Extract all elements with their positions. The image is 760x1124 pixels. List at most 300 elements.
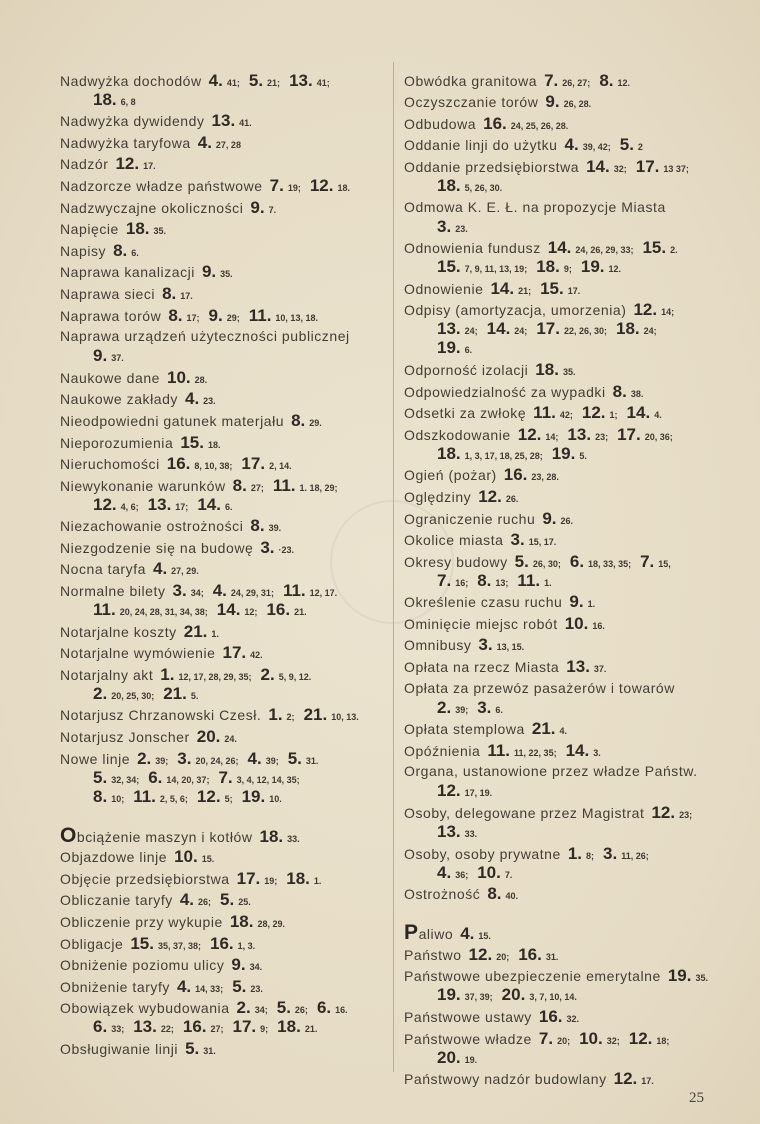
volume-number: 10. — [174, 847, 198, 867]
entry-line — [404, 257, 716, 276]
page-references: 5. — [579, 450, 587, 461]
entry-term: Notarjusz Jonscher — [60, 729, 190, 746]
page-references: 35, 37, 38; — [157, 940, 201, 951]
page-references: 39. — [268, 523, 282, 534]
page-references: 37. — [593, 664, 607, 675]
entry-line — [404, 781, 716, 800]
page-references: 26, 30; — [532, 558, 561, 569]
page-references: 19; — [264, 875, 278, 886]
page-references: 16. — [335, 1005, 348, 1016]
volume-number: 7. — [538, 1028, 554, 1048]
entry-term: Naprawa sieci — [60, 285, 156, 302]
page-references: 7. — [504, 869, 513, 880]
entry-line — [404, 921, 716, 945]
volume-number: 9. — [208, 305, 223, 325]
volume-number: 7. — [640, 551, 655, 571]
page-references: 12. — [617, 77, 631, 88]
volume-number: 18. — [93, 89, 117, 109]
page-references: 22; — [160, 1024, 174, 1035]
page-references: 17. — [143, 161, 156, 172]
entry-term: Niezgodzenie się na budowę — [60, 539, 254, 556]
volume-number: 3. — [603, 843, 618, 863]
entry-term: Objazdowe linje — [60, 849, 168, 866]
page-references: 6. — [224, 501, 233, 512]
entry-line — [404, 844, 716, 863]
entry-term: Nieodpowiedni gatunek materjału — [60, 412, 285, 429]
entry-line — [60, 705, 390, 724]
entry-term: Obliczenie przy wykupie — [60, 914, 223, 930]
entry-line — [60, 768, 390, 787]
page-references: 33. — [464, 829, 478, 840]
entry-line — [404, 698, 716, 717]
volume-number: 18. — [259, 826, 284, 846]
page-references: 24; — [514, 326, 528, 337]
volume-number: 12. — [93, 494, 117, 514]
volume-number: 16. — [266, 600, 291, 620]
column-divider — [393, 62, 394, 1072]
volume-number: 15. — [130, 933, 154, 953]
volume-number: 19. — [437, 338, 461, 358]
entry-term: Nieporozumienia — [60, 434, 174, 451]
page-references: 23; — [679, 810, 693, 821]
page-references: 15, 17. — [528, 537, 557, 548]
entry-term: Omnibusy — [404, 637, 472, 654]
page-references: 2, 5, 6; — [159, 793, 188, 804]
entry-line — [404, 530, 716, 549]
index-entry — [404, 530, 716, 549]
entry-line — [404, 762, 716, 781]
index-entry — [404, 92, 716, 111]
index-entry — [60, 998, 390, 1036]
volume-number: 11. — [93, 600, 116, 620]
page-references: 31. — [305, 755, 319, 766]
page-references: 17. — [180, 290, 193, 301]
page-references: 37, 39; — [464, 992, 493, 1003]
index-entry — [404, 552, 716, 590]
index-entry — [404, 1007, 716, 1026]
index-entry — [60, 622, 390, 641]
index-section — [60, 823, 390, 1058]
page-references: 42; — [559, 410, 573, 421]
entry-term: Nadwyżka taryfowa — [60, 134, 191, 151]
page-references: 29; — [226, 312, 240, 323]
volume-number: 16. — [503, 465, 528, 485]
index-entry — [404, 465, 716, 484]
index-entry — [60, 727, 390, 746]
entry-line — [60, 284, 390, 303]
page-references: 12. — [608, 264, 622, 275]
entry-line — [60, 1039, 390, 1058]
entry-line — [404, 552, 716, 571]
entry-term: Nadwyżka dywidendy — [60, 113, 205, 130]
volume-number: 3. — [172, 581, 187, 601]
volume-number: 4. — [208, 70, 223, 90]
page-references: 41; — [316, 77, 330, 88]
entry-term: Objęcie przedsiębiorstwa — [60, 870, 230, 887]
volume-number: 21. — [303, 705, 328, 725]
index-entry — [404, 487, 716, 506]
page-references: 33. — [287, 833, 300, 844]
volume-number: 5. — [276, 998, 291, 1018]
index-entry — [404, 509, 716, 528]
entry-line — [60, 581, 390, 600]
page-references: 15. — [201, 854, 215, 865]
entry-term: Obowiązek wybudowania — [60, 1000, 230, 1017]
page-references: 14; — [661, 307, 675, 318]
volume-number: 17. — [222, 643, 247, 663]
entry-line — [60, 559, 390, 578]
entry-line — [60, 643, 390, 662]
volume-number: 3. — [510, 530, 525, 550]
volume-number: 5. — [232, 976, 247, 996]
page-references: 25. — [238, 897, 251, 908]
page-references: 17, 19. — [464, 788, 493, 799]
entry-line — [60, 538, 390, 557]
volume-number: 19. — [667, 966, 692, 986]
volume-number: 18. — [286, 868, 310, 888]
index-section — [404, 71, 716, 904]
page-references: 19; — [287, 182, 301, 193]
entry-term: Państwo — [404, 946, 462, 963]
page-references: 31. — [203, 1045, 216, 1056]
entry-line — [404, 157, 716, 176]
page-references: 12, 17, 28, 29, 35; — [178, 671, 252, 682]
entry-term: Oddanie przedsiębiorstwa — [404, 158, 580, 175]
entry-term: Obwódka granitowa — [404, 72, 538, 89]
index-entry — [60, 847, 390, 866]
entry-line — [404, 198, 716, 217]
volume-number: 2. — [260, 664, 275, 684]
volume-number: 12. — [468, 944, 493, 964]
page-references: 14, 20, 37; — [166, 774, 210, 785]
volume-number: 18. — [535, 359, 559, 379]
index-entry — [404, 238, 716, 276]
entry-term: Obniżenie poziomu ulicy — [60, 957, 225, 974]
page-references: 20, 24, 28, 31, 34, 38; — [119, 607, 208, 618]
entry-line — [404, 279, 716, 298]
entry-term: Odsetki za zwłokę — [404, 405, 527, 422]
volume-number: 3. — [260, 537, 275, 557]
volume-number: 14. — [216, 600, 241, 620]
volume-number: 4. — [460, 924, 475, 944]
index-entry — [404, 679, 716, 717]
entry-line — [404, 592, 716, 611]
page-references: 13, 15. — [496, 642, 525, 653]
index-entry — [60, 516, 390, 535]
entry-line — [404, 487, 716, 506]
volume-number: 9. — [93, 346, 108, 366]
entry-line — [404, 1007, 716, 1026]
entry-line — [60, 665, 390, 684]
index-entry — [60, 198, 390, 217]
entry-term: Nowe linje — [60, 750, 131, 767]
index-entry — [60, 219, 390, 238]
page-references: 11, 22, 35; — [514, 747, 557, 758]
entry-line — [60, 154, 390, 173]
volume-number: 8. — [232, 475, 247, 495]
page-references: 4, 6; — [120, 501, 139, 512]
page-references: 10, 13. — [331, 712, 359, 723]
entry-line — [60, 516, 390, 535]
page-references: 26, 27; — [562, 77, 591, 88]
entry-line — [404, 945, 716, 964]
entry-line — [60, 912, 390, 931]
index-entry — [60, 912, 390, 931]
entry-line — [404, 300, 716, 319]
index-entry — [404, 614, 716, 633]
volume-number: 18. — [437, 443, 461, 463]
volume-number: 12. — [633, 300, 658, 320]
entry-line — [404, 1029, 716, 1048]
page-references: 3, 4, 12, 14, 35; — [236, 774, 300, 785]
index-entry — [60, 241, 390, 260]
volume-number: 4. — [437, 862, 452, 882]
index-entry — [60, 538, 390, 557]
page-references: 34. — [249, 962, 263, 973]
entry-line — [404, 319, 716, 338]
volume-number: 12. — [196, 786, 221, 806]
index-section — [60, 71, 390, 806]
index-column-left — [60, 68, 390, 1058]
page-references: 5, 26, 30. — [464, 182, 503, 193]
entry-term: Nocna taryfa — [60, 561, 146, 578]
index-entry — [60, 284, 390, 303]
index-entry — [60, 705, 390, 724]
page-references: 35. — [220, 269, 233, 280]
entry-term: Niezachowanie ostrożności — [60, 518, 244, 535]
volume-number: 16. — [210, 933, 234, 953]
volume-number: 12. — [309, 175, 334, 195]
entry-line — [404, 863, 716, 882]
entry-term: Napięcie — [60, 221, 119, 238]
index-entry — [60, 306, 390, 325]
page-references: 6. — [131, 247, 139, 258]
volume-number: 18. — [125, 219, 150, 239]
entry-line — [60, 176, 390, 195]
entry-line — [404, 135, 716, 154]
page-references: 39; — [265, 755, 279, 766]
page-references: 21; — [518, 285, 532, 296]
entry-line — [60, 219, 390, 238]
entry-line — [60, 389, 390, 408]
page-references: 39; — [455, 704, 469, 715]
page-references: 1. — [211, 628, 219, 639]
page-references: 26; — [294, 1005, 308, 1016]
entry-term: Nieruchomości — [60, 456, 160, 473]
entry-line — [404, 238, 716, 257]
index-entry — [60, 368, 390, 387]
entry-line — [60, 90, 390, 109]
page-references: 20; — [496, 951, 510, 962]
entry-line — [60, 934, 390, 953]
index-entry — [60, 262, 390, 281]
entry-term: Państwowy nadzór budowlany — [404, 1071, 607, 1088]
entry-term: Nadzór — [60, 156, 109, 173]
entry-term: Normalne bilety — [60, 583, 166, 600]
index-entry — [60, 977, 390, 996]
entry-line — [404, 465, 716, 484]
page-references: 17. — [567, 285, 581, 296]
page-references: 12, 17. — [309, 588, 338, 599]
page-references: 8, 10, 38; — [194, 461, 233, 472]
entry-line — [404, 1069, 716, 1088]
volume-number: 12. — [651, 803, 676, 823]
page-references: 21. — [294, 607, 307, 618]
entry-term: Opłata za przewóz pasażerów i towarów — [404, 679, 675, 696]
volume-number: 5. — [514, 551, 529, 571]
entry-term: Odmowa K. E. Ł. na propozycje Miasta — [404, 198, 666, 215]
index-section — [404, 923, 716, 1088]
page-references: 31. — [545, 951, 559, 962]
volume-number: 2. — [137, 748, 152, 768]
volume-number: 8. — [162, 283, 177, 303]
page-references: 24, 25, 26, 28. — [510, 120, 569, 131]
volume-number: 8. — [599, 70, 614, 90]
entry-term: Niewykonanie warunków — [60, 477, 226, 494]
volume-number: 8. — [113, 240, 128, 260]
page-references: 6, 8 — [120, 96, 136, 107]
page-references: 17; — [175, 501, 189, 512]
page-references: 39, 42; — [582, 142, 611, 153]
page-references: 1. — [313, 875, 322, 886]
page-references: 23. — [250, 983, 263, 994]
volume-number: 18. — [277, 1017, 301, 1037]
page-references: 28, 29. — [257, 919, 285, 929]
entry-term: Ogień (pożar) — [404, 467, 497, 484]
page-references: 33; — [111, 1024, 125, 1035]
page-references: 20; — [557, 1035, 571, 1046]
index-entry — [60, 934, 390, 953]
volume-number: 12. — [478, 486, 502, 506]
volume-number: 12. — [517, 424, 542, 444]
volume-number: 6. — [148, 767, 163, 787]
entry-term: Państwowe ubezpieczenie emerytalne — [404, 968, 661, 985]
volume-number: 3. — [437, 216, 452, 236]
volume-number: 9. — [542, 508, 557, 528]
volume-number: 4. — [184, 389, 200, 409]
entry-term: Oględziny — [404, 488, 472, 505]
index-entry — [60, 823, 390, 847]
index-entry — [404, 382, 716, 401]
page-references: 26; — [198, 897, 212, 908]
volume-number: 5. — [220, 890, 235, 910]
volume-number: 13. — [567, 424, 592, 444]
page-references: 22, 26, 30; — [563, 326, 607, 337]
entry-line — [404, 966, 716, 985]
page-references: 36; — [455, 869, 469, 880]
page-references: 17. — [641, 1076, 654, 1087]
volume-number: 14. — [547, 238, 572, 258]
index-entry — [404, 945, 716, 964]
entry-line — [60, 847, 390, 866]
entry-line — [404, 635, 716, 654]
index-entry — [60, 643, 390, 662]
index-entry — [404, 592, 716, 611]
volume-number: 6. — [569, 551, 585, 571]
page-references: 20, 36; — [644, 431, 673, 442]
volume-number: 9. — [250, 197, 265, 217]
page-number: 25 — [689, 1090, 704, 1106]
volume-number: 17. — [536, 319, 560, 339]
volume-number: 19. — [437, 985, 461, 1005]
page-references: 32. — [566, 1014, 580, 1024]
page-references: 18, 33, 35; — [588, 558, 632, 569]
volume-number: 13. — [566, 657, 590, 677]
volume-number: 12. — [613, 1069, 638, 1089]
page-references: 15, — [658, 558, 671, 569]
page-references: 3. — [593, 747, 601, 758]
index-entry — [60, 154, 390, 173]
volume-number: 11. — [282, 581, 306, 601]
volume-number: 4. — [247, 748, 262, 768]
entry-line — [60, 749, 390, 768]
volume-number: 9. — [545, 92, 560, 112]
index-entry — [60, 411, 390, 430]
entry-line — [60, 977, 390, 996]
entry-line — [60, 198, 390, 217]
volume-number: 20. — [501, 985, 526, 1005]
page-references: 7. — [268, 204, 277, 215]
page-references: 32, 34; — [111, 774, 140, 785]
index-entry — [404, 279, 716, 298]
entry-term: Państwowe władze — [404, 1030, 532, 1047]
entry-line — [404, 403, 716, 422]
volume-number: 8. — [612, 381, 627, 401]
entry-term: Określenie czasu ruchu — [404, 594, 563, 611]
volume-number: 13. — [437, 319, 461, 339]
entry-term: Notarjalne koszty — [60, 623, 177, 640]
index-entry — [60, 869, 390, 888]
page-references: 2. — [670, 245, 678, 256]
entry-line — [60, 1017, 390, 1036]
entry-line — [60, 71, 390, 90]
volume-number: 19. — [241, 786, 266, 806]
page-references: 9; — [563, 264, 572, 275]
page-references: 34; — [190, 588, 204, 599]
page-references: 23; — [595, 431, 609, 442]
entry-line — [60, 787, 390, 806]
volume-number: 11. — [517, 570, 541, 590]
page-references: 35. — [695, 973, 708, 984]
volume-number: 7. — [269, 175, 284, 195]
page-references: 21; — [267, 77, 281, 88]
entry-term: Odpowiedzialność za wypadki — [404, 383, 606, 400]
volume-number: 7. — [544, 70, 559, 90]
volume-number: 9. — [569, 592, 584, 612]
page-references: 10, 13, 18. — [275, 312, 318, 323]
page-references: 10; — [111, 793, 125, 804]
entry-line — [60, 433, 390, 452]
entry-term: Obniżenie taryfy — [60, 978, 170, 995]
volume-number: 10. — [477, 862, 501, 882]
page-references: 16; — [455, 577, 469, 588]
page-references: 23. — [455, 223, 468, 234]
volume-number: 16. — [166, 454, 191, 474]
volume-number: 8. — [93, 786, 108, 806]
volume-number: 19. — [551, 443, 576, 463]
entry-line — [404, 71, 716, 90]
volume-number: 8. — [168, 305, 183, 325]
page-references: 18. — [337, 182, 350, 193]
index-entry — [60, 433, 390, 452]
entry-term: Odnowienie — [404, 280, 484, 297]
volume-number: 14. — [626, 403, 651, 423]
page-references: 4. — [559, 726, 568, 737]
page-references: 4. — [654, 410, 662, 421]
entry-term: Osoby, delegowane przez Magistrat — [404, 805, 645, 822]
volume-number: 4. — [197, 132, 212, 152]
volume-number: 19. — [580, 257, 605, 277]
